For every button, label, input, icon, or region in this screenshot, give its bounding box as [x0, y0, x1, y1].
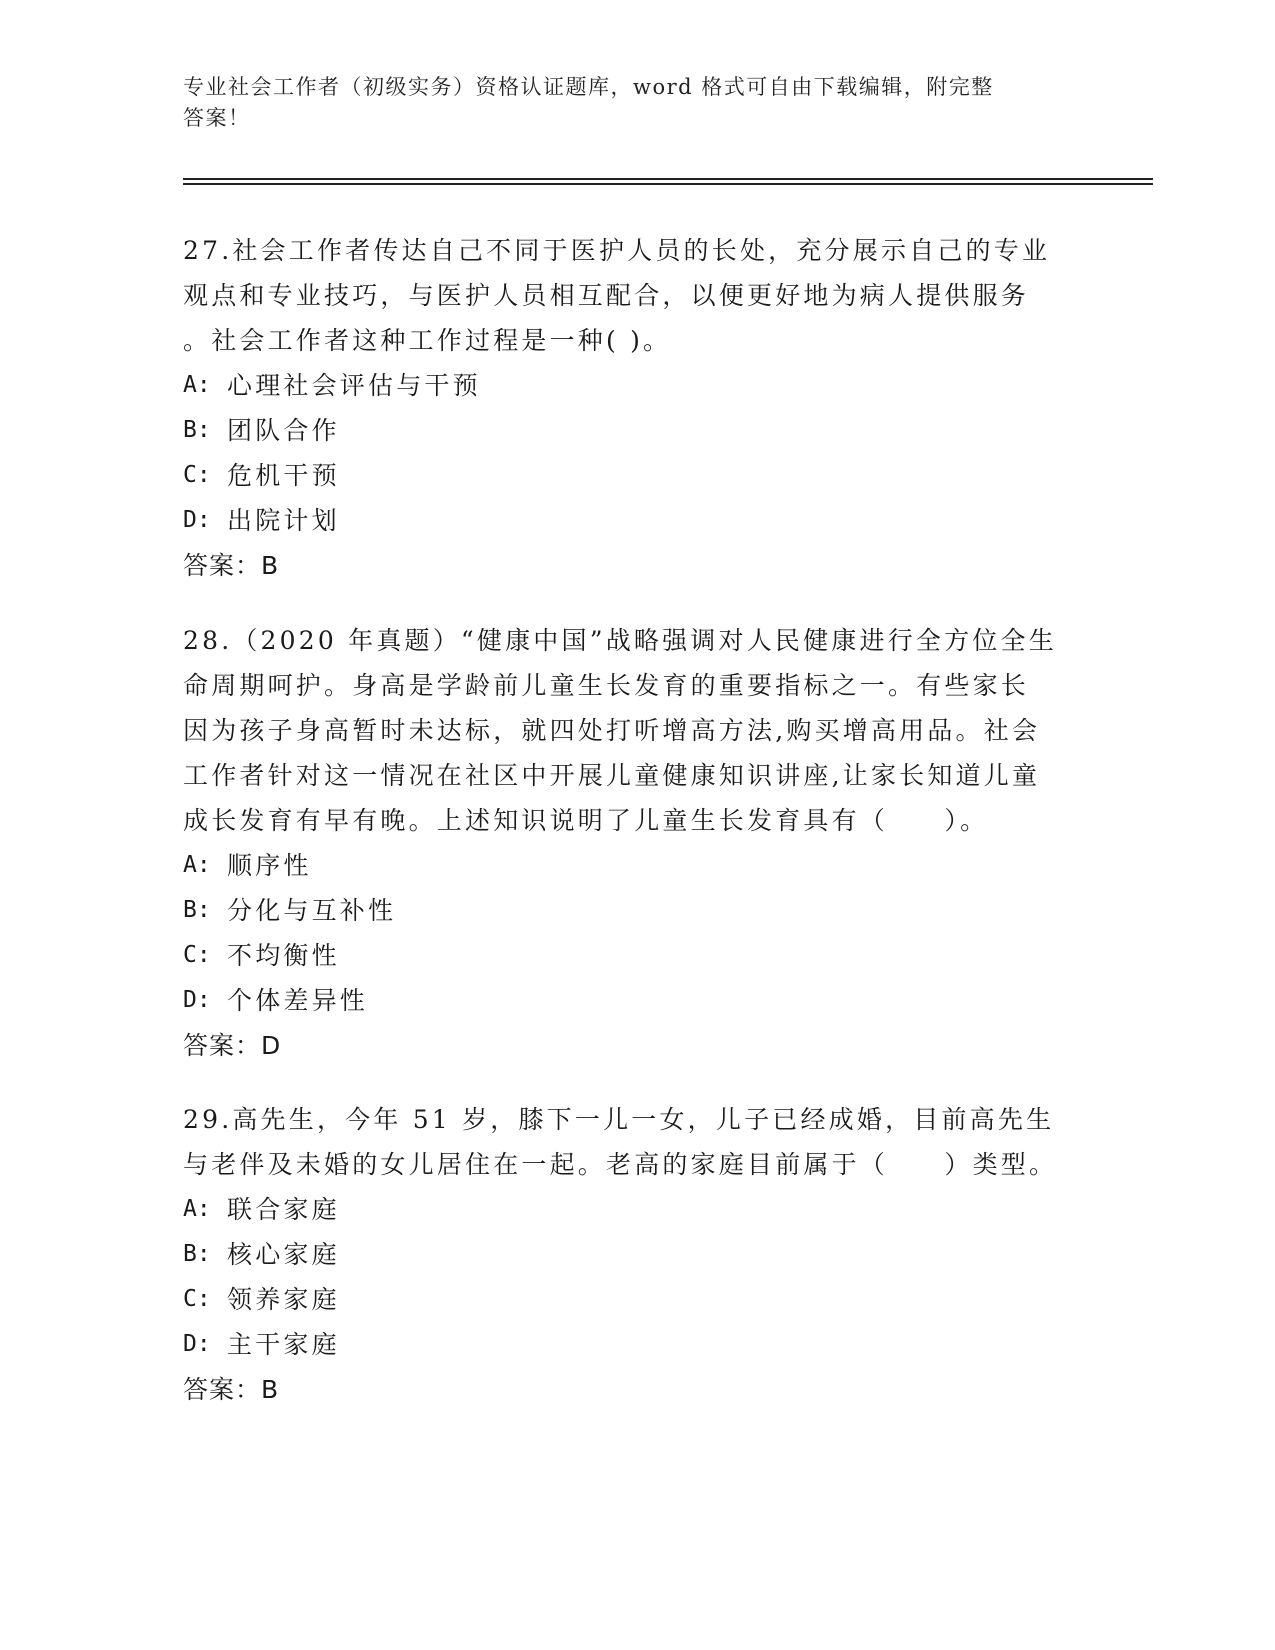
option-key: A: — [183, 372, 211, 398]
question-stem — [183, 1097, 1083, 1187]
option-text: 不均衡性 — [227, 941, 340, 970]
option-key: B: — [183, 1241, 211, 1267]
option-b — [183, 888, 1083, 933]
option-key: C: — [183, 462, 211, 488]
option-key: B: — [183, 417, 211, 443]
question-stem — [183, 618, 1083, 843]
option-key: C: — [183, 1286, 211, 1312]
answer-line: 答案：B — [183, 551, 280, 580]
header-line-1: 专业社会工作者（初级实务）资格认证题库，word 格式可自由下载编辑，附完整 — [183, 75, 994, 99]
header-divider-bottom — [183, 183, 1153, 185]
option-text: 团队合作 — [227, 416, 340, 445]
option-key: B: — [183, 897, 211, 923]
option-text: 联合家庭 — [227, 1195, 340, 1224]
option-text: 核心家庭 — [227, 1240, 340, 1269]
option-b — [183, 1232, 1083, 1277]
option-a — [183, 843, 1083, 888]
option-c — [183, 1277, 1083, 1322]
question-28 — [183, 618, 1083, 1068]
stem-line: 28.（2020 年真题）“健康中国”战略强调对人民健康进行全方位全生 — [183, 626, 1057, 655]
answer-line: 答案：B — [183, 1375, 280, 1404]
option-d — [183, 498, 1083, 543]
stem-line: 。社会工作者这种工作过程是一种( )。 — [183, 326, 672, 355]
option-key: A: — [183, 852, 211, 878]
option-d — [183, 1322, 1083, 1367]
option-text: 主干家庭 — [227, 1330, 340, 1359]
stem-line: 成长发育有早有晚。上述知识说明了儿童生长发育具有（ ）。 — [183, 806, 989, 835]
stem-line: 与老伴及未婚的女儿居住在一起。老高的家庭目前属于（ ）类型。 — [183, 1150, 1058, 1179]
option-text: 分化与互补性 — [227, 896, 397, 925]
stem-line: 观点和专业技巧，与医护人员相互配合，以便更好地为病人提供服务 — [183, 281, 1030, 310]
option-key: C: — [183, 942, 211, 968]
answer-line: 答案：D — [183, 1031, 282, 1060]
question-stem — [183, 228, 1083, 363]
option-key: D: — [183, 1331, 211, 1357]
option-key: D: — [183, 507, 211, 533]
stem-line: 命周期呵护。身高是学龄前儿童生长发育的重要指标之一。有些家长 — [183, 671, 1030, 700]
option-text: 心理社会评估与干预 — [227, 371, 481, 400]
document-header — [183, 72, 1063, 134]
question-29 — [183, 1097, 1083, 1412]
stem-line: 工作者针对这一情况在社区中开展儿童健康知识讲座,让家长知道儿童 — [183, 761, 1041, 790]
option-c — [183, 933, 1083, 978]
option-b — [183, 408, 1083, 453]
option-text: 出院计划 — [227, 506, 340, 535]
option-text: 个体差异性 — [227, 986, 369, 1015]
option-d — [183, 978, 1083, 1023]
option-key: A: — [183, 1196, 211, 1222]
option-text: 危机干预 — [227, 461, 340, 490]
header-divider-top — [183, 178, 1153, 180]
header-line-2: 答案！ — [183, 106, 251, 130]
option-a — [183, 363, 1083, 408]
stem-line: 因为孩子身高暂时未达标，就四处打听增高方法,购买增高用品。社会 — [183, 716, 1041, 745]
option-c — [183, 453, 1083, 498]
question-27 — [183, 228, 1083, 588]
option-text: 顺序性 — [227, 851, 312, 880]
stem-line: 29.高先生，今年 51 岁，膝下一儿一女，儿子已经成婚，目前高先生 — [183, 1105, 1055, 1134]
option-text: 领养家庭 — [227, 1285, 340, 1314]
option-key: D: — [183, 987, 211, 1013]
stem-line: 27.社会工作者传达自己不同于医护人员的长处，充分展示自己的专业 — [183, 236, 1051, 265]
option-a — [183, 1187, 1083, 1232]
